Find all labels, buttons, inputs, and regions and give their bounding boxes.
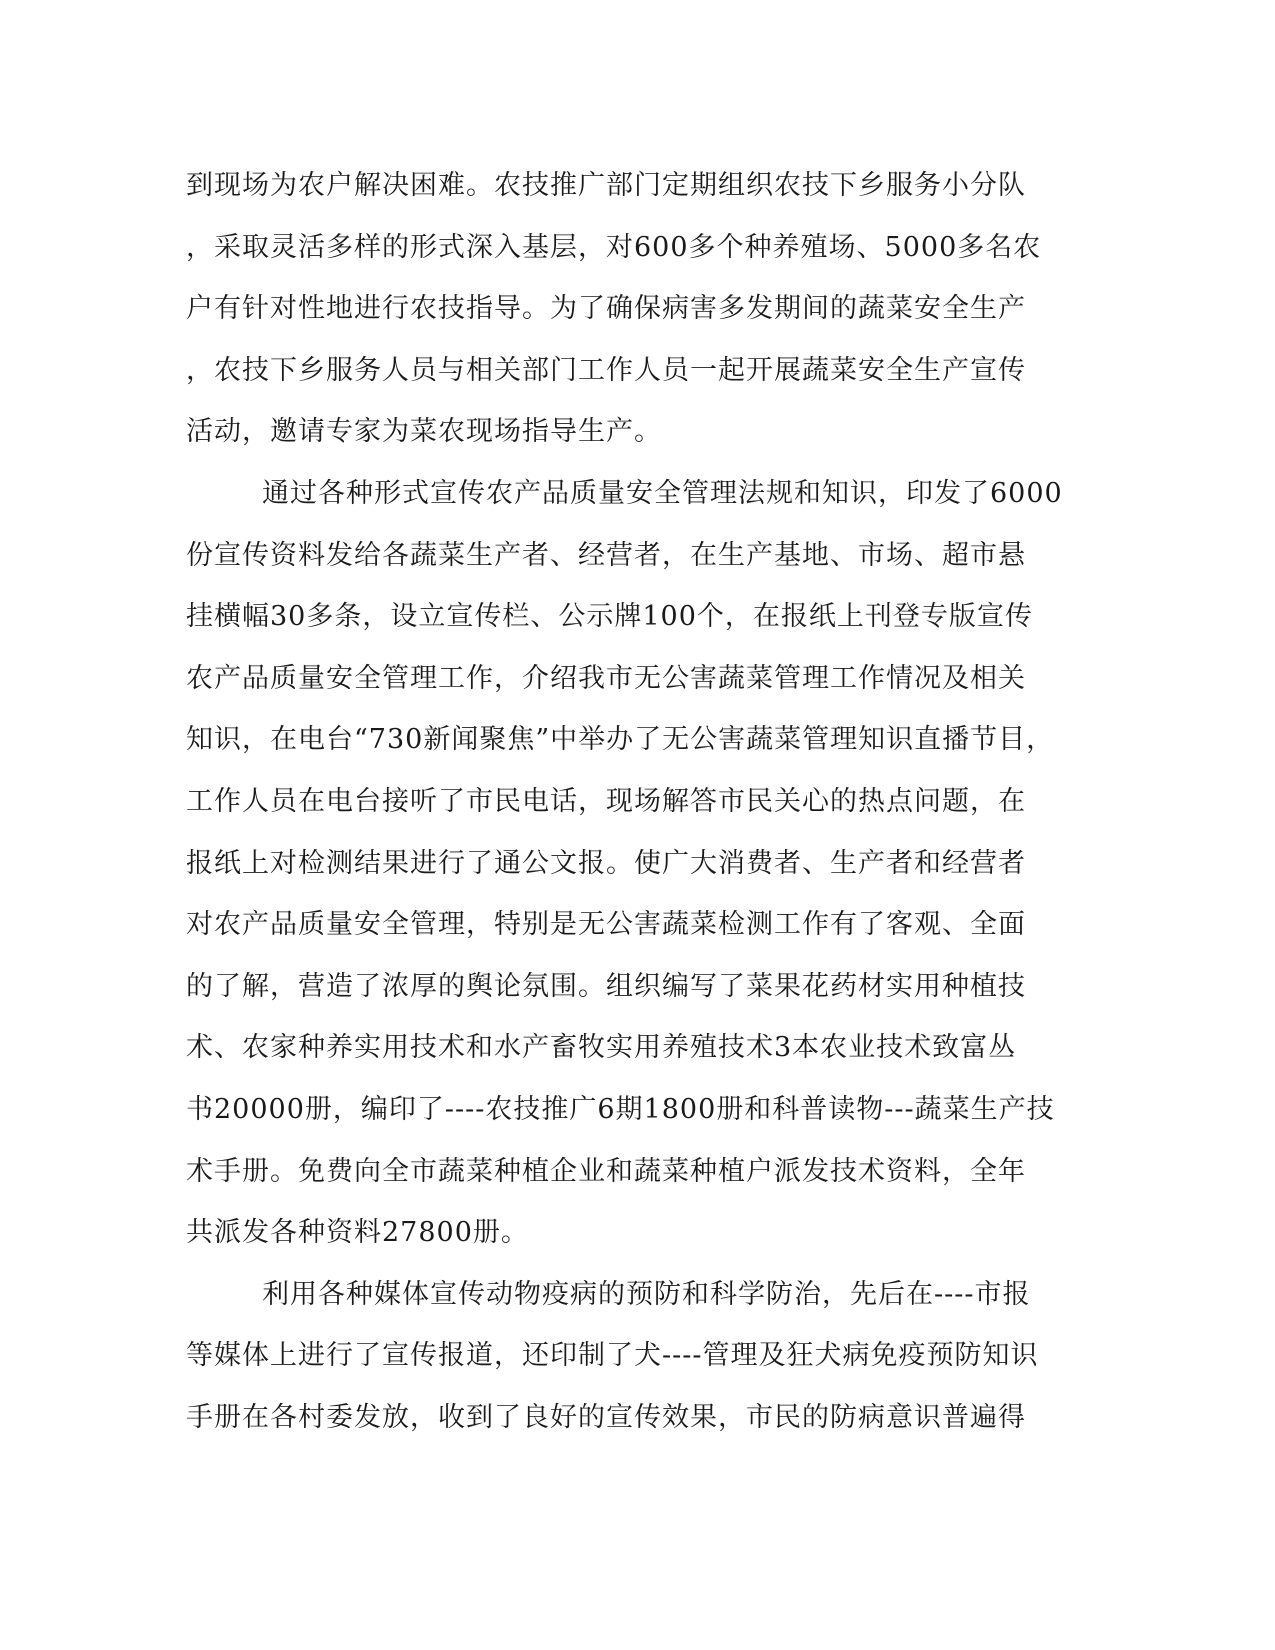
paragraph-2 (186, 463, 1086, 1264)
text-line: 报纸上对检测结果进行了通公文报。使广大消费者、生产者和经营者 (186, 847, 1026, 879)
text-line: 工作人员在电台接听了市民电话，现场解答市民关心的热点问题，在 (186, 785, 1026, 817)
text-line: 挂横幅30多条，设立宣传栏、公示牌100个，在报纸上刊登专版宣传 (186, 601, 1033, 633)
text-line: 通过各种形式宣传农产品质量安全管理法规和知识，印发了6000 (262, 477, 1063, 509)
text-line: 知识，在电台“730新闻聚焦”中举办了无公害蔬菜管理知识直播节目， (186, 724, 1055, 756)
text-line: 利用各种媒体宣传动物疫病的预防和科学防治，先后在----市报 (262, 1278, 1031, 1310)
text-line: 术、农家种养实用技术和水产畜牧实用养殖技术3本农业技术致富丛 (186, 1032, 1017, 1064)
text-line: ，采取灵活多样的形式深入基层，对600多个种养殖场、5000多名农 (186, 231, 1042, 263)
paragraph-1 (186, 155, 1086, 463)
text-line: 共派发各种资料27800册。 (186, 1217, 529, 1249)
text-line: 等媒体上进行了宣传报道，还印制了犬----管理及狂犬病免疫预防知识 (186, 1340, 1039, 1372)
document-body (186, 155, 1086, 1448)
text-line: ，农技下乡服务人员与相关部门工作人员一起开展蔬菜安全生产宣传 (186, 354, 1026, 386)
text-line: 户有针对性地进行农技指导。为了确保病害多发期间的蔬菜安全生产 (186, 293, 1026, 325)
text-line: 的了解，营造了浓厚的舆论氛围。组织编写了菜果花药材实用种植技 (186, 970, 1026, 1002)
text-line: 手册在各村委发放，收到了良好的宣传效果，市民的防病意识普遍得 (186, 1401, 1026, 1433)
text-line: 术手册。免费向全市蔬菜种植企业和蔬菜种植户派发技术资料，全年 (186, 1155, 1026, 1187)
text-line: 农产品质量安全管理工作，介绍我市无公害蔬菜管理工作情况及相关 (186, 662, 1026, 694)
text-line: 活动，邀请专家为菜农现场指导生产。 (186, 416, 662, 448)
text-line: 对农产品质量安全管理，特别是无公害蔬菜检测工作有了客观、全面 (186, 909, 1026, 941)
text-line: 书20000册，编印了----农技推广6期1800册和科普读物---蔬菜生产技 (186, 1093, 1055, 1125)
text-line: 份宣传资料发给各蔬菜生产者、经营者，在生产基地、市场、超市悬 (186, 539, 1026, 571)
text-line: 到现场为农户解决困难。农技推广部门定期组织农技下乡服务小分队 (186, 170, 1026, 201)
paragraph-3 (186, 1264, 1086, 1449)
